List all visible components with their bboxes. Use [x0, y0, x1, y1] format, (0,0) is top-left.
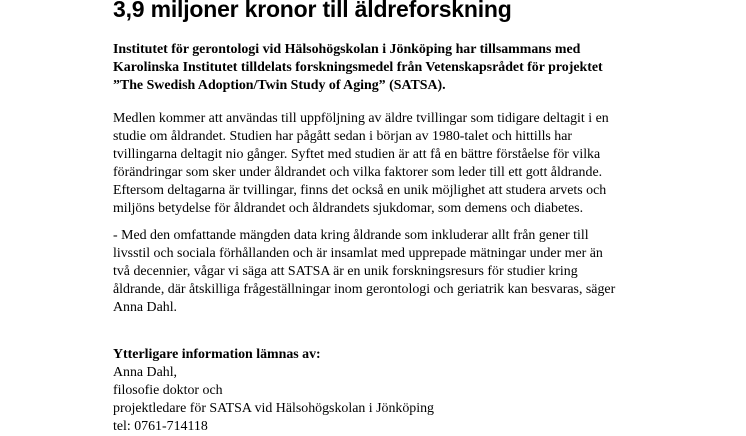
lead-line: Karolinska Institutet tilldelats forskningsmedel från Vetenskapsrådet för projektet — [113, 60, 603, 75]
paragraph-line: förändringar som sker under åldrandet och vilka faktorer som leder till ett gott åldrande. — [113, 165, 603, 180]
lead-line: Institutet för gerontologi vid Hälsohögskolan i Jönköping har tillsammans med — [113, 42, 581, 57]
contact-line: projektledare för SATSA vid Hälsohögskolan i Jönköping — [113, 401, 434, 416]
paragraph-line: studie om åldrandet. Studien har pågått sedan i början av 1980-talet och hittills har — [113, 129, 573, 144]
paragraph-line: två decennier, vågar vi säga att SATSA är en unik forskningsresurs för studier kring — [113, 264, 578, 279]
body-paragraph-2 — [113, 227, 673, 317]
contact-block — [113, 364, 434, 436]
contact-line: tel: 0761-714118 — [113, 419, 208, 434]
body-paragraph-1 — [113, 110, 673, 218]
lead-paragraph — [113, 41, 673, 95]
paragraph-line: åldrande, där åtskilliga frågeställningar inom gerontologi och geriatrik kan besvaras, säger — [113, 282, 616, 297]
page-title: 3,9 miljoner kronor till äldreforskning — [113, 0, 512, 22]
contact-line: Anna Dahl, — [113, 365, 178, 380]
contact-heading: Ytterligare information lämnas av: — [113, 347, 321, 362]
paragraph-line: livsstil och sociala förhållanden och är insamlat med upprepade mätningar under mer än — [113, 246, 603, 261]
paragraph-line: miljöns betydelse för åldrandet och åldrandets sjukdomar, som demens och diabetes. — [113, 201, 584, 216]
paragraph-line: Medlen kommer att användas till uppföljning av äldre tvillingar som tidigare deltagit i en — [113, 111, 609, 126]
lead-line: ”The Swedish Adoption/Twin Study of Aging” (SATSA). — [113, 78, 446, 93]
paragraph-line: - Med den omfattande mängden data kring åldrande som inkluderar allt från gener till — [113, 228, 589, 243]
paragraph-line: Eftersom deltagarna är tvillingar, finns det också en unik möjlighet att studera arvets och — [113, 183, 607, 198]
paragraph-line: tvillingarna deltagit nio gånger. Syftet med studien är att få en bättre förståelse för vilka — [113, 147, 601, 162]
paragraph-line: Anna Dahl. — [113, 300, 178, 315]
contact-line: filosofie doktor och — [113, 383, 223, 398]
